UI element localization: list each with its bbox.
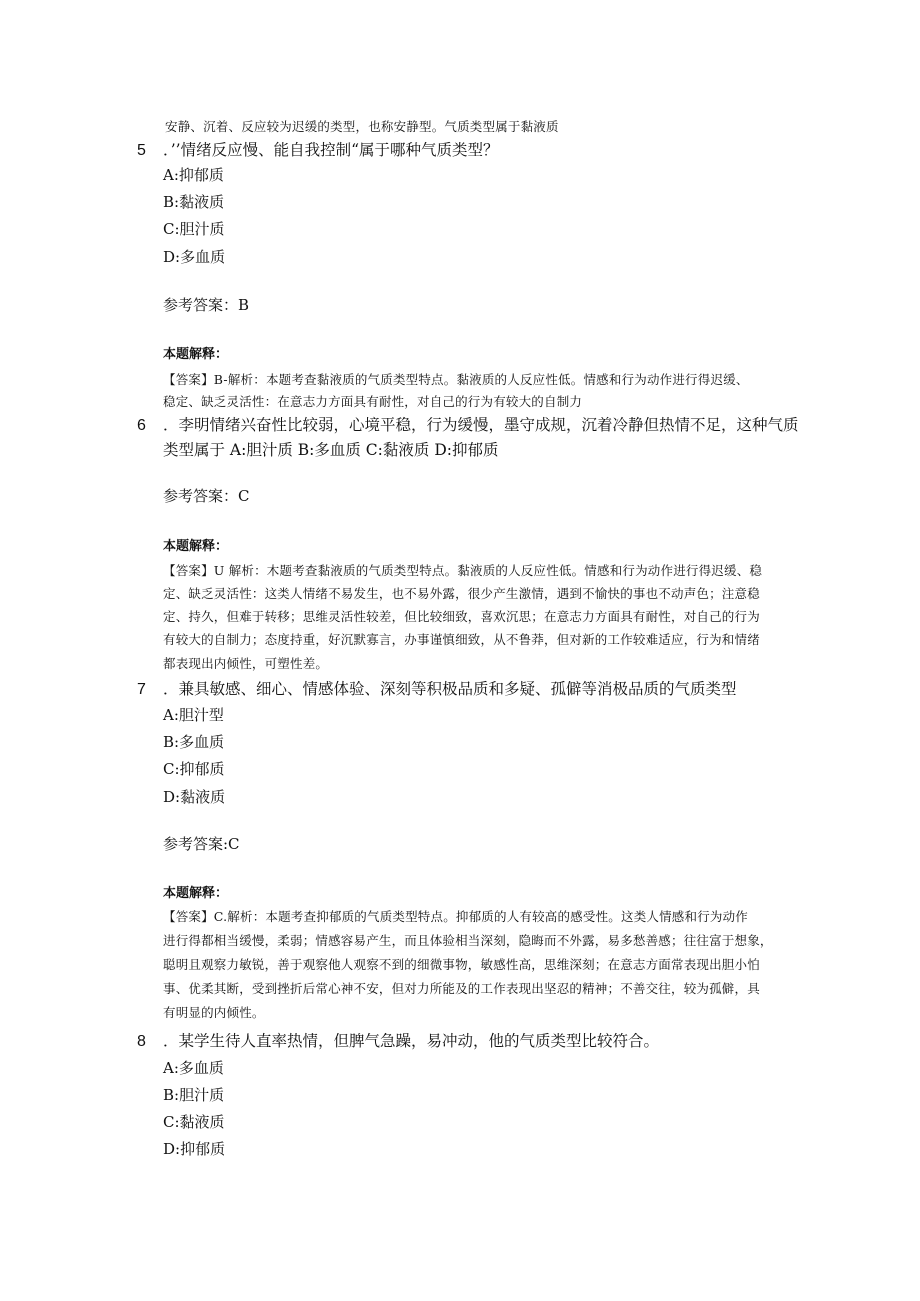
question-7-explain-line: 进行得都相当缓慢，柔弱；情感容易产生，而且体验相当深刻，隐晦而不外露，易多愁善感；往往富于想象，	[163, 933, 773, 948]
question-5-explain-line: 稳定、缺乏灵活性：在意志力方面具有耐性，对自己的行为有较大的自制力	[163, 394, 583, 409]
question-stem-line: ．兼具敏感、细心、情感体验、深刻等积极品质和多疑、孤僻等消极品质的气质类型	[163, 680, 737, 698]
question-7-explain-line: 【答案】C.解析：本题考查抑郁质的气质类型特点。抑郁质的人有较高的感受性。这类人情感和行为动作	[163, 909, 748, 924]
question-stem-line: ．’’情绪反应慢、能自我控制“属于哪种气质类型？	[163, 141, 499, 159]
question-number: 8	[137, 1033, 146, 1050]
question-7-explain-line: 聪明且观察力敏锐，善于观察他人观察不到的细微事物，敏感性高，思维深刻；在意志方面常表现出胆小怕	[163, 957, 760, 972]
question-7-explain-label: 本题解释：	[163, 886, 229, 901]
question-6-explain-line: 定、缺乏灵活性：这类人情绪不易发生，也不易外露，很少产生激情，遇到不愉快的事也不动声色；注意稳	[163, 586, 760, 601]
question-6-explain-label: 本题解释：	[163, 539, 229, 554]
question-7-option-b: B:多血质	[163, 733, 225, 751]
question-5-stem	[137, 138, 499, 160]
question-6-stem-line-2: 类型属于 A:胆汁质 B:多血质 C:黏液质 D:抑郁质	[163, 441, 499, 459]
question-6-answer: 参考答案：C	[163, 487, 250, 505]
question-number: 7	[137, 681, 146, 698]
question-7-explain-line: 事、优柔其断，受到挫折后常心神不安，但对力所能及的工作表现出坚忍的精神；不善交往，较为孤僻，具	[163, 981, 760, 996]
question-5-option-d: D:多血质	[163, 248, 226, 266]
pre-explanation-text: 安静、沉着、反应较为迟缓的类型，也称安静型。气质类型属于黏液质	[165, 119, 559, 134]
question-8-option-c: C:黏液质	[163, 1113, 225, 1131]
question-6-explain-line: 定、持久，但难于转移；思维灵活性较差，但比较细致，喜欢沉思；在意志力方面具有耐性，对自己的行为	[163, 609, 760, 624]
question-7-option-a: A:胆汁型	[163, 706, 224, 724]
question-5-explain-line: 【答案】B-解析：本题考查黏液质的气质类型特点。黏液质的人反应性低。情感和行为动作进行得迟缓、	[163, 372, 749, 387]
question-number: 5	[137, 142, 146, 159]
question-8-option-a: A:多血质	[163, 1059, 224, 1077]
question-7-option-d: D:黏液质	[163, 788, 226, 806]
question-stem-line: ．某学生待人直率热情，但脾气急躁，易冲动，他的气质类型比较符合。	[163, 1032, 660, 1050]
question-6-explain-line: 都表现出内倾性，可塑性差。	[163, 656, 329, 671]
question-7-answer: 参考答案:C	[163, 835, 240, 853]
question-5-option-c: C:胆汁质	[163, 220, 225, 238]
question-7-option-c: C:抑郁质	[163, 760, 225, 778]
question-number: 6	[137, 417, 146, 434]
question-6-explain-line: 有较大的自制力；态度持重，好沉默寡言，办事谨慎细致，从不鲁莽，但对新的工作较难适应，行为和情绪	[163, 632, 760, 647]
question-6-explain-line: 【答案】U 解析：木题考查黏液质的气质类型特点。黏液质的人反应性低。情感和行为动作进行得迟缓、稳	[163, 563, 763, 578]
question-8-stem	[137, 1029, 659, 1051]
question-5-option-a: A:抑郁质	[163, 166, 224, 184]
question-7-stem	[137, 677, 737, 699]
question-5-answer: 参考答案：B	[163, 296, 250, 314]
question-8-option-d: D:抑郁质	[163, 1140, 226, 1158]
question-5-option-b: B:黏液质	[163, 193, 225, 211]
question-6-stem	[137, 413, 799, 435]
question-8-option-b: B:胆汁质	[163, 1086, 225, 1104]
question-7-explain-line: 有明显的内倾性。	[163, 1005, 265, 1020]
question-stem-line: ．李明情绪兴奋性比较弱，心境平稳，行为缓慢，墨守成规，沉着冷静但热情不足，这种气质	[163, 416, 799, 434]
question-5-explain-label: 本题解释：	[163, 347, 229, 362]
